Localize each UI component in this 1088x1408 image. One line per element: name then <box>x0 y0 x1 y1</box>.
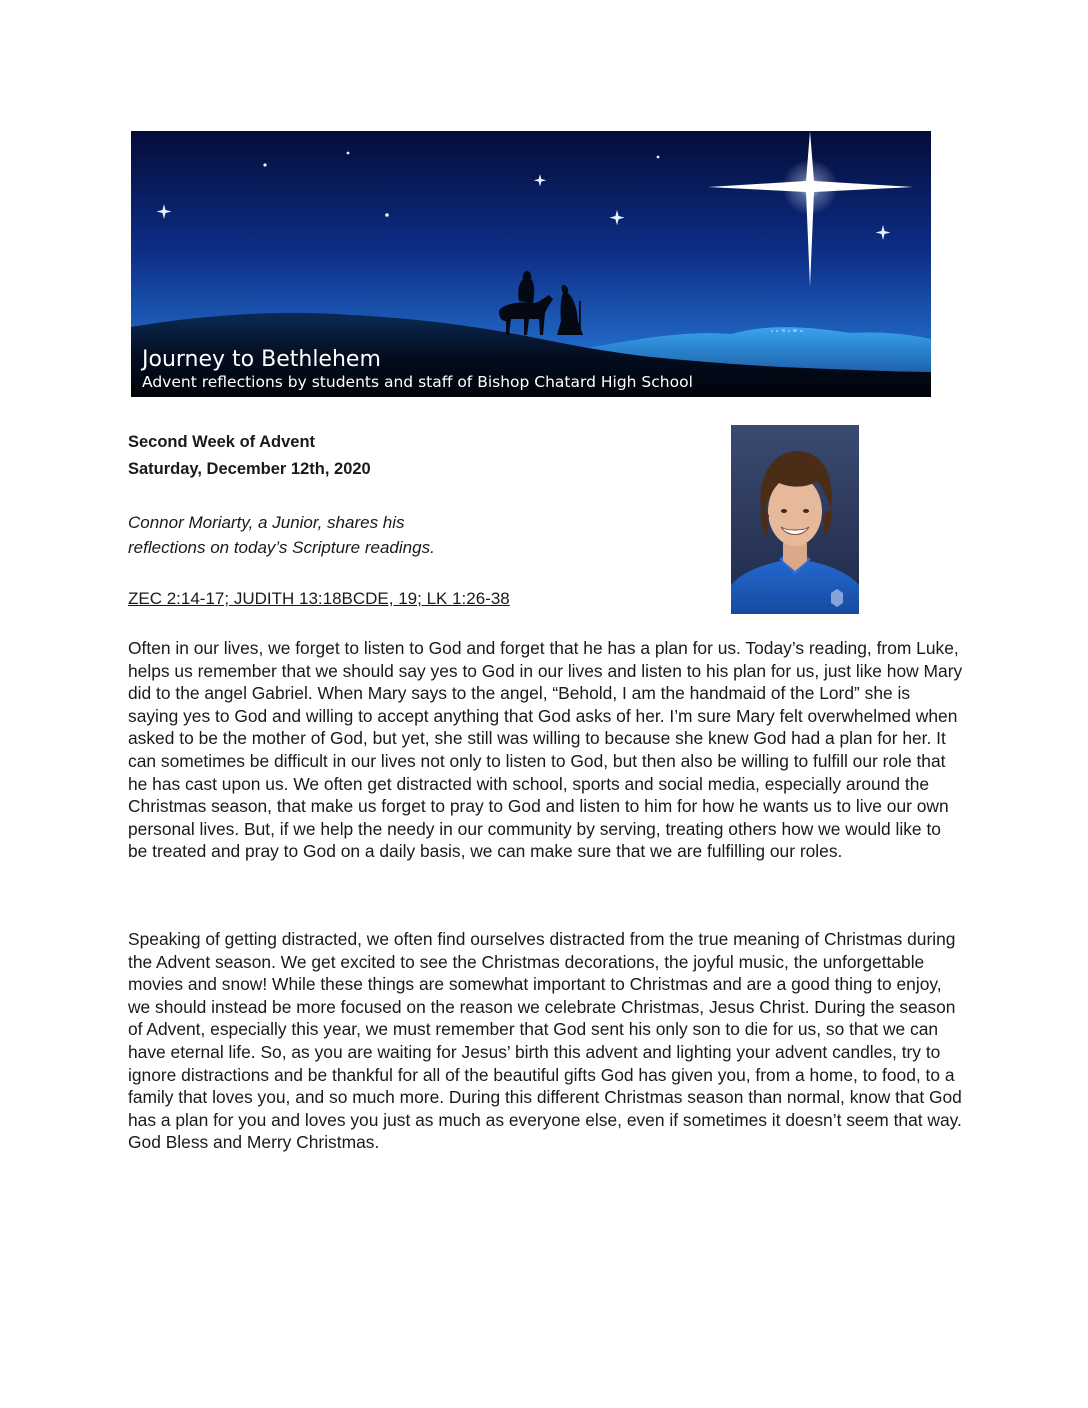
reflection-paragraph-2: Speaking of getting distracted, we often find ourselves distracted from the true meaning of Christmas during the Advent season. We get excited to see the Christmas decorations, the joyful music, the unforgettable movies and snow! While these things are somewhat important to Christmas and are a good thing to enjoy, we should instead be more focused on the reason we celebrate Christmas, Jesus Christ. During the season of Advent, especially this year, we must remember that God sent his only son to die for us, so that we can have eternal life. So, as you are waiting for Jesus’ birth this advent and lighting your advent candles, try to ignore distractions and be thankful for all of the beautiful gifts God has given you, from a home, to food, to a family that loves you, and so much more. During this different Christmas season than normal, know that God has a plan for you and loves you just as much as everyone else, even if sometimes it doesn’t seem that way. God Bless and Merry Christmas. <box>128 929 962 1153</box>
star-icon <box>263 163 266 166</box>
date-heading: Saturday, December 12th, 2020 <box>128 460 371 478</box>
author-intro-line: reflections on today’s Scripture readings. <box>128 538 435 557</box>
scripture-readings-link[interactable]: ZEC 2:14-17; JUDITH 13:18BCDE, 19; LK 1:26-38 <box>128 589 510 608</box>
student-portrait <box>731 425 859 614</box>
reflection-paragraph-1: Often in our lives, we forget to listen to God and forget that he has a plan for us. Today’s reading, from Luke, helps us remember that we should say yes to God in our lives and listen to his plan for us, just like how Mary did to the angel Gabriel. When Mary says to the angel, “Behold, I am the handmaid of the Lord” she is saying yes to God and willing to accept anything that God asks of her. I’m sure Mary felt overwhelmed when asked to be the mother of God, but yet, she still was willing to because she knew God had a plan for her. It can sometimes be difficult in our lives not only to listen to God, but then also be willing to fulfill our role that he has cast upon us. We often get distracted with school, sports and social media, especially around the Christmas season, that make us forget to pray to God and listen to him for how he wants us to live our own personal lives. But, if we help the needy in our community by serving, treating others how we would like to be treated and pray to God on a daily basis, we can make sure that we are fulfilling our roles. <box>128 638 963 862</box>
week-heading: Second Week of Advent <box>128 433 316 451</box>
author-photo <box>731 425 859 614</box>
star-icon <box>385 213 389 217</box>
star-icon <box>347 152 350 155</box>
banner-subtitle: Advent reflections by students and staff of Bishop Chatard High School <box>142 373 693 391</box>
author-intro-line: Connor Moriarty, a Junior, shares his <box>128 513 405 532</box>
star-icon <box>657 156 660 159</box>
banner-image <box>131 131 931 397</box>
author-intro <box>128 510 548 560</box>
banner-title: Journey to Bethlehem <box>142 347 381 372</box>
